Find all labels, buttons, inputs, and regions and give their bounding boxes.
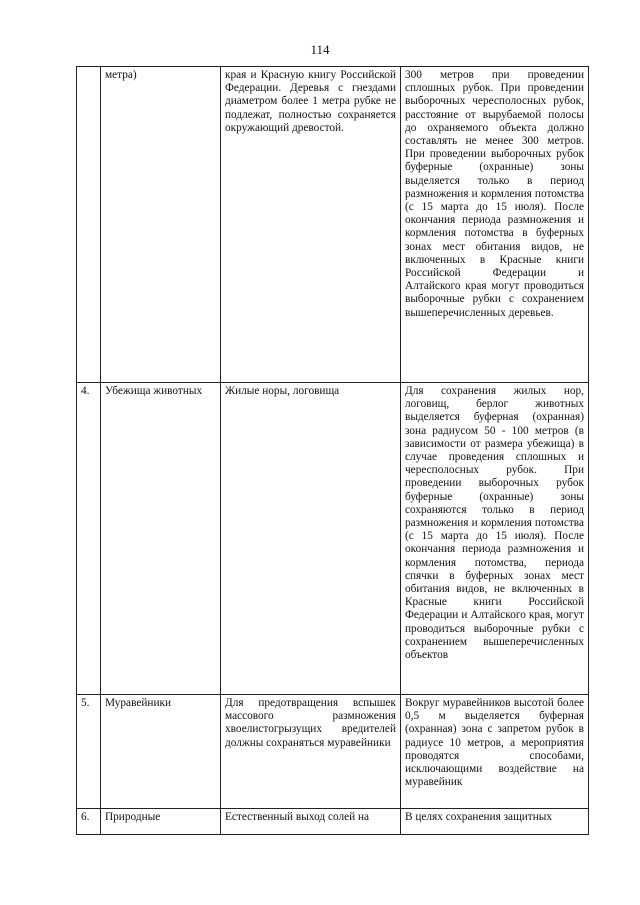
row-number: 5. (77, 695, 101, 809)
table-row (77, 695, 589, 809)
object-cell: метра) (101, 67, 221, 383)
regime-cell: В целях сохранения защитных (401, 809, 589, 835)
table-row (77, 67, 589, 383)
regime-cell: 300 метров при проведении сплошных рубок. При проведении выборочных чересполосных рубок, расстояние от вырубаемой полосы до охраняемого объекта должно составлять не менее 300 метров. При проведении выборочных рубок буферные (охранные) зоны выделяется только в период размножения и кормления потомства (с 15 марта до 15 июля). После окончания периода размножения и кормления потомства в буферных зонах мест обитания видов, не включенных в Красные книги Российской Федерации и Алтайского края могут проводиться выборочные рубки с сохранением вышеперечисленных деревьев. (401, 67, 589, 383)
row-number (77, 67, 101, 383)
characteristics-cell: Естественный выход солей на (221, 809, 401, 835)
protection-table (76, 66, 589, 835)
object-cell: Убежища животных (101, 383, 221, 695)
object-cell: Природные (101, 809, 221, 835)
row-number: 4. (77, 383, 101, 695)
table-row (77, 383, 589, 695)
characteristics-cell: края и Красную книгу Российской Федерации. Деревья с гнездами диаметром более 1 метра рубке не подлежат, полностью сохраняется окружающий древостой. (221, 67, 401, 383)
page-number: 114 (310, 42, 330, 57)
table-row (77, 809, 589, 835)
characteristics-cell: Жилые норы, логовища (221, 383, 401, 695)
row-number: 6. (77, 809, 101, 835)
regime-cell: Вокруг муравейников высотой более 0,5 м выделяется буферная (охранная) зона с запретом рубок в радиусе 10 метров, а мероприятия проводятся способами, исключающими воздействие на муравейник (401, 695, 589, 809)
object-cell: Муравейники (101, 695, 221, 809)
regime-cell: Для сохранения жилых нор, логовищ, берлог животных выделяется буферная (охранная) зона радиусом 50 - 100 метров (в зависимости от размера убежища) в случае проведения сплошных и чересполосных рубок. При проведении выборочных рубок буферные (охранные) зоны сохраняются только в период размножения и кормления потомства (с 15 марта до 15 июля). После окончания периода размножения и кормления потомства, периода спячки в буферных зонах мест обитания видов, не включенных в Красные книги Российской Федерации и Алтайского края, могут проводиться выборочные рубки с сохранением вышеперечисленных объектов (401, 383, 589, 695)
characteristics-cell: Для предотвращения вспышек массового размножения хвоелистогрызущих вредителей должны сохраняться муравейники (221, 695, 401, 809)
